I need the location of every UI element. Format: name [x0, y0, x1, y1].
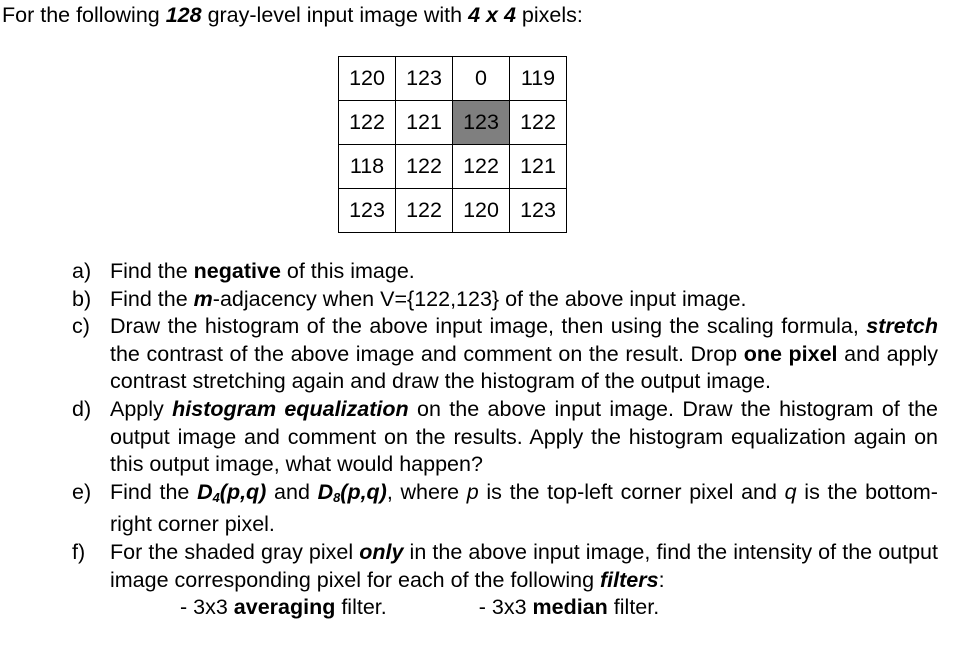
- question-d: [72, 396, 938, 479]
- pixel-cell: 123: [396, 57, 453, 101]
- question-text: is the top-left corner pixel and: [478, 479, 785, 504]
- filter-averaging: [180, 595, 387, 619]
- pixel-cell: 121: [396, 101, 453, 145]
- pixel-cell: 122: [396, 189, 453, 233]
- question-text: on the above input image. Draw the histogram of the output image and comment on the results. Apply the histogram equalization again on this output image, what would happen?: [110, 396, 939, 477]
- question-text: For the shaded gray pixel: [110, 539, 360, 564]
- filter-suffix: filter.: [607, 595, 660, 620]
- question-e: [72, 479, 938, 539]
- keyword-m: m: [193, 286, 213, 311]
- question-text: -adjacency when V={122,123} of the above input image.: [212, 286, 747, 311]
- d4-subscript: 4: [212, 489, 220, 505]
- pixel-cell: 120: [453, 189, 510, 233]
- pixel-row: [339, 145, 567, 189]
- question-text: is the bottom-right corner pixel.: [110, 479, 938, 537]
- pixel-cell: 119: [510, 57, 567, 101]
- d4-symbol: D: [197, 479, 213, 504]
- var-p: p: [466, 479, 479, 504]
- question-c: [72, 313, 938, 396]
- var-q: q: [784, 479, 797, 504]
- keyword-only: only: [359, 539, 404, 564]
- pixel-row: [339, 189, 567, 233]
- filter-name: averaging: [233, 595, 336, 620]
- question-text: and: [266, 479, 318, 504]
- filter-prefix: - 3x3: [180, 595, 234, 620]
- gray-level-count: 128: [165, 3, 202, 27]
- image-size: 4 x 4: [468, 3, 516, 27]
- pixel-cell: 123: [510, 189, 567, 233]
- question-label: b): [72, 286, 92, 311]
- intro-text-2: gray-level input image with: [201, 3, 469, 27]
- question-label: f): [72, 539, 86, 564]
- d8-args: (p,q): [340, 479, 387, 504]
- question-text: Find the: [110, 479, 198, 504]
- filter-name: median: [532, 595, 608, 620]
- question-text: Find the: [110, 259, 194, 283]
- pixel-cell: 121: [510, 145, 567, 189]
- question-text: Draw the histogram of the above input image, then using the scaling formula,: [110, 314, 867, 339]
- question-text: , where: [386, 479, 467, 504]
- problem-intro: [2, 1, 583, 29]
- d4-distance: [197, 480, 266, 504]
- question-text: of this image.: [280, 259, 415, 283]
- pixel-cell: 118: [339, 145, 396, 189]
- question-label: d): [72, 396, 92, 421]
- question-b: [72, 286, 938, 314]
- question-f: [72, 539, 938, 622]
- filter-median: [479, 595, 659, 619]
- question-text: in the above input image, find the intensity of the output image corresponding pixel for each of the following: [110, 539, 938, 592]
- d4-args: (p,q): [219, 479, 267, 504]
- question-label: e): [72, 479, 92, 504]
- pixel-grid: [338, 56, 567, 233]
- pixel-cell: 122: [339, 101, 396, 145]
- pixel-cell: 122: [510, 101, 567, 145]
- question-text: Find the: [110, 286, 194, 311]
- keyword-histogram-equalization: histogram equalization: [172, 396, 409, 421]
- intro-text-1: For the following: [2, 3, 166, 27]
- keyword-filters: filters: [600, 567, 659, 592]
- filter-prefix: - 3x3: [478, 595, 533, 620]
- question-text: :: [658, 567, 665, 592]
- pixel-cell: 122: [453, 145, 510, 189]
- question-label: a): [72, 259, 92, 283]
- filter-suffix: filter.: [335, 595, 387, 620]
- keyword-one-pixel: one pixel: [743, 341, 838, 366]
- pixel-cell: 123: [339, 189, 396, 233]
- question-text: the contrast of the above image and comment on the result. Drop: [110, 341, 744, 366]
- keyword-negative: negative: [193, 259, 281, 283]
- pixel-cell: 122: [396, 145, 453, 189]
- keyword-stretch: stretch: [866, 314, 938, 339]
- pixel-cell: 120: [339, 57, 396, 101]
- intro-text-3: pixels:: [515, 3, 583, 27]
- pixel-row: [339, 57, 567, 101]
- d8-distance: [318, 480, 387, 504]
- question-list: [72, 258, 938, 622]
- question-text: and apply contrast stretching again and draw the histogram of the output image.: [110, 341, 938, 394]
- shaded-pixel-cell: 123: [453, 101, 510, 145]
- filter-list: [110, 594, 938, 622]
- pixel-cell: 0: [453, 57, 510, 101]
- question-label: c): [72, 314, 90, 339]
- d8-symbol: D: [317, 479, 334, 504]
- question-a: [72, 258, 938, 286]
- pixel-row: [339, 101, 567, 145]
- d8-subscript: 8: [333, 489, 341, 505]
- question-text: Apply: [110, 396, 173, 421]
